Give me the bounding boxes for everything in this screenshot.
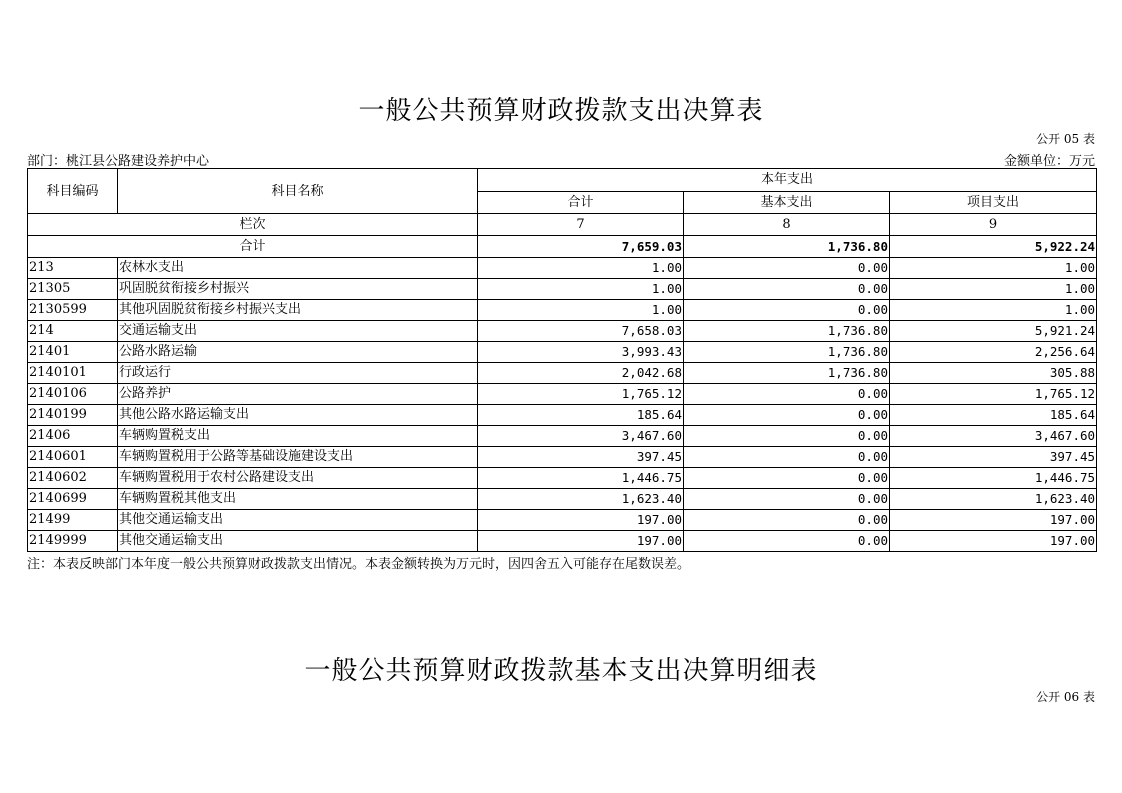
header-project: 项目支出 (890, 191, 1097, 214)
row-name: 巩固脱贫衔接乡村振兴 (118, 279, 478, 300)
row-project: 3,467.60 (890, 426, 1097, 447)
row-basic: 0.00 (684, 279, 890, 300)
row-basic: 0.00 (684, 489, 890, 510)
row-name: 其他交通运输支出 (118, 510, 478, 531)
summary-total: 7,659.03 (478, 236, 684, 258)
row-total: 3,467.60 (478, 426, 684, 447)
row-basic: 0.00 (684, 300, 890, 321)
table-row (28, 405, 1097, 426)
table-row (28, 342, 1097, 363)
row-code: 2149999 (28, 531, 118, 552)
row-basic: 0.00 (684, 258, 890, 279)
row-code: 21406 (28, 426, 118, 447)
row-code: 2130599 (28, 300, 118, 321)
header-current-year: 本年支出 (478, 169, 1097, 192)
row-code: 21499 (28, 510, 118, 531)
row-code: 2140601 (28, 447, 118, 468)
footnote: 注：本表反映部门本年度一般公共预算财政拨款支出情况。本表金额转换为万元时，因四舍五入可能存在尾数误差。 (27, 557, 691, 572)
row-project: 305.88 (890, 363, 1097, 384)
row-project: 1.00 (890, 279, 1097, 300)
row-total: 1.00 (478, 258, 684, 279)
table-row (28, 447, 1097, 468)
row-code: 2140602 (28, 468, 118, 489)
row-total: 1.00 (478, 279, 684, 300)
row-name: 行政运行 (118, 363, 478, 384)
row-project: 5,921.24 (890, 321, 1097, 342)
row-name: 车辆购置税其他支出 (118, 489, 478, 510)
row-project: 1,623.40 (890, 489, 1097, 510)
row-project: 197.00 (890, 510, 1097, 531)
next-table-title: 一般公共预算财政拨款基本支出决算明细表 (304, 656, 818, 686)
page-title: 一般公共预算财政拨款支出决算表 (358, 96, 764, 126)
table-row (28, 258, 1097, 279)
table-row (28, 531, 1097, 552)
row-basic: 0.00 (684, 384, 890, 405)
row-name: 交通运输支出 (118, 321, 478, 342)
row-basic: 1,736.80 (684, 342, 890, 363)
table-row (28, 468, 1097, 489)
table-row (28, 279, 1097, 300)
row-total: 197.00 (478, 531, 684, 552)
header-total: 合计 (478, 191, 684, 214)
expenditure-table (27, 168, 1097, 552)
row-total: 7,658.03 (478, 321, 684, 342)
row-name: 车辆购置税支出 (118, 426, 478, 447)
department-label: 部门：桃江县公路建设养护中心 (27, 154, 210, 169)
row-total: 1,623.40 (478, 489, 684, 510)
summary-row (28, 236, 1097, 258)
row-name: 车辆购置税用于公路等基础设施建设支出 (118, 447, 478, 468)
row-basic: 0.00 (684, 510, 890, 531)
row-code: 2140699 (28, 489, 118, 510)
table-row (28, 384, 1097, 405)
row-code: 21401 (28, 342, 118, 363)
row-code: 213 (28, 258, 118, 279)
row-project: 2,256.64 (890, 342, 1097, 363)
table-row (28, 300, 1097, 321)
next-public-table-number: 公开 06 表 (1036, 690, 1095, 704)
header-row (28, 169, 1097, 192)
row-name: 其他交通运输支出 (118, 531, 478, 552)
row-name: 其他巩固脱贫衔接乡村振兴支出 (118, 300, 478, 321)
row-name: 公路养护 (118, 384, 478, 405)
row-total: 1,446.75 (478, 468, 684, 489)
row-code: 21305 (28, 279, 118, 300)
row-basic: 0.00 (684, 531, 890, 552)
row-project: 1,765.12 (890, 384, 1097, 405)
row-name: 车辆购置税用于农村公路建设支出 (118, 468, 478, 489)
header-name: 科目名称 (118, 169, 478, 214)
row-total: 397.45 (478, 447, 684, 468)
row-project: 1.00 (890, 258, 1097, 279)
header-code: 科目编码 (28, 169, 118, 214)
column-number-basic: 8 (684, 214, 890, 236)
row-total: 197.00 (478, 510, 684, 531)
summary-label: 合计 (28, 236, 478, 258)
row-total: 2,042.68 (478, 363, 684, 384)
row-project: 397.45 (890, 447, 1097, 468)
table-row (28, 426, 1097, 447)
row-name: 公路水路运输 (118, 342, 478, 363)
row-name: 其他公路水路运输支出 (118, 405, 478, 426)
table-row (28, 321, 1097, 342)
row-basic: 0.00 (684, 468, 890, 489)
amount-unit-label: 金额单位：万元 (1003, 154, 1095, 169)
row-code: 2140106 (28, 384, 118, 405)
row-total: 1,765.12 (478, 384, 684, 405)
row-basic: 1,736.80 (684, 321, 890, 342)
row-project: 197.00 (890, 531, 1097, 552)
table-row (28, 510, 1097, 531)
column-number-label: 栏次 (28, 214, 478, 236)
row-total: 185.64 (478, 405, 684, 426)
row-code: 2140199 (28, 405, 118, 426)
header-basic: 基本支出 (684, 191, 890, 214)
row-basic: 0.00 (684, 426, 890, 447)
column-number-row (28, 214, 1097, 236)
row-total: 1.00 (478, 300, 684, 321)
row-total: 3,993.43 (478, 342, 684, 363)
row-project: 185.64 (890, 405, 1097, 426)
row-project: 1.00 (890, 300, 1097, 321)
row-name: 农林水支出 (118, 258, 478, 279)
row-basic: 0.00 (684, 447, 890, 468)
table-row (28, 489, 1097, 510)
summary-project: 5,922.24 (890, 236, 1097, 258)
column-number-project: 9 (890, 214, 1097, 236)
row-project: 1,446.75 (890, 468, 1097, 489)
row-code: 2140101 (28, 363, 118, 384)
public-table-number: 公开 05 表 (1036, 132, 1095, 146)
row-basic: 1,736.80 (684, 363, 890, 384)
row-basic: 0.00 (684, 405, 890, 426)
summary-basic: 1,736.80 (684, 236, 890, 258)
row-code: 214 (28, 321, 118, 342)
table-row (28, 363, 1097, 384)
column-number-total: 7 (478, 214, 684, 236)
